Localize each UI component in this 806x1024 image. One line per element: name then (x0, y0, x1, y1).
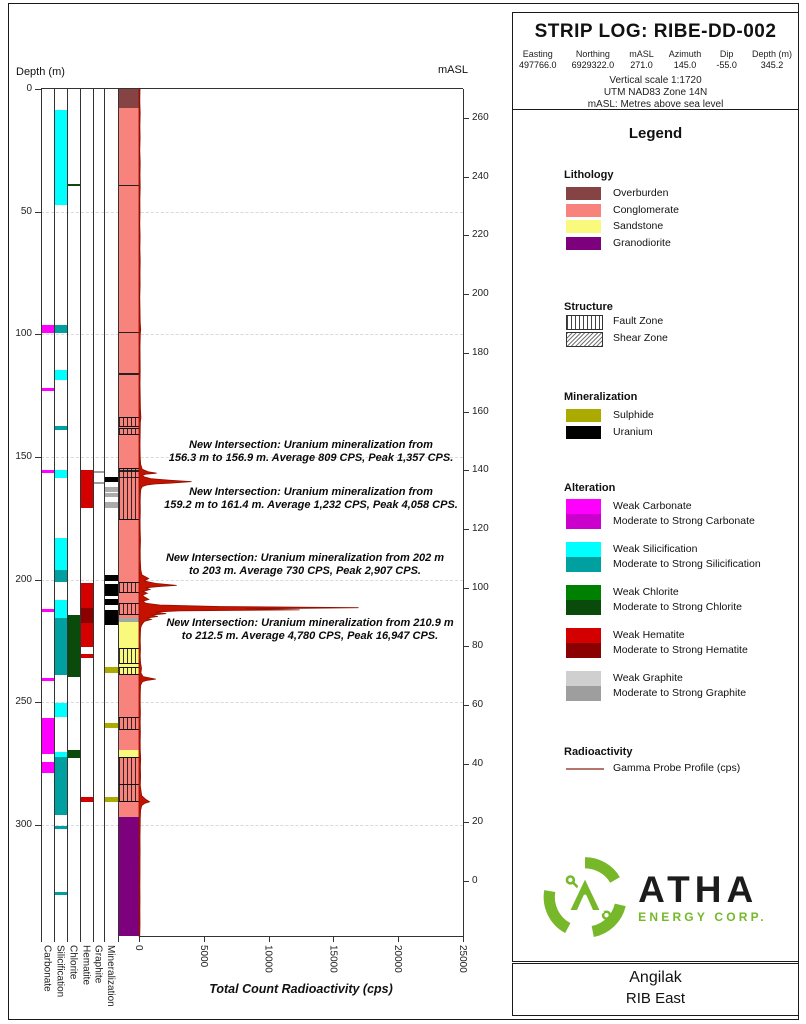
logo-subtitle: ENERGY CORP. (638, 910, 767, 924)
depth-tick-label: 50 (20, 205, 32, 217)
legend-section-radioactivity: Radioactivity (564, 746, 633, 758)
cps-tick (398, 936, 399, 942)
cps-tick-label: 10000 (262, 945, 274, 973)
field-label: Easting (522, 49, 553, 59)
hematite-interval (81, 583, 93, 608)
carbonate-interval (42, 470, 54, 473)
legend-label: Shear Zone (613, 332, 668, 344)
masl-tick-label: 180 (472, 346, 489, 358)
collar-field-azimuth (669, 49, 702, 71)
legend-swatch-fault (566, 315, 603, 330)
legend-label: Sandstone (613, 220, 664, 232)
depth-tick-label: 100 (15, 328, 32, 340)
masl-tick-label: 40 (472, 757, 484, 769)
depth-tick (35, 334, 41, 335)
legend-label-weak: Weak Chlorite (613, 586, 679, 598)
cps-tick (204, 936, 205, 942)
cps-tick-label: 15000 (327, 945, 339, 973)
masl-tick-label: 20 (472, 816, 484, 828)
column-border-5 (104, 89, 105, 942)
legend-gamma-line (566, 768, 604, 770)
weak-swatch (566, 671, 601, 686)
masl-tick (463, 705, 469, 706)
mineralization-interval (105, 610, 118, 625)
cps-tick-label: 5000 (197, 945, 209, 968)
hematite-interval (81, 654, 93, 658)
gamma-probe-profile (137, 89, 465, 936)
silicification-interval (55, 538, 67, 570)
legend-label-weak: Weak Graphite (613, 672, 683, 684)
legend-label: Granodiorite (613, 236, 671, 249)
column-label-chlorite: Chlorite (67, 945, 79, 980)
cps-tick (269, 936, 270, 942)
legend-section-lithology: Lithology (564, 169, 614, 181)
masl-tick-label: 160 (472, 405, 489, 417)
silicification-interval (55, 892, 67, 895)
depth-tick (35, 89, 41, 90)
legend-label-strong: Moderate to Strong Hematite (613, 644, 748, 656)
field-label: Azimuth (668, 49, 702, 59)
title-block (512, 12, 799, 962)
legend-title: Legend (628, 125, 683, 142)
legend-section-mineralization: Mineralization (564, 391, 638, 403)
hematite-interval (81, 470, 93, 508)
masl-tick-label: 0 (472, 875, 478, 887)
title-divider (513, 109, 798, 110)
legend-label-strong: Moderate to Strong Chlorite (613, 601, 742, 613)
field-value: 6929322.0 (571, 60, 615, 70)
legend-swatch-granodiorite (566, 237, 601, 250)
mineralization-interval (105, 487, 118, 492)
silicification-interval (55, 600, 67, 618)
depth-tick (35, 702, 41, 703)
carbonate-interval (42, 678, 54, 681)
cps-tick-label: 20000 (392, 945, 404, 973)
column-border-3 (80, 89, 81, 942)
depth-tick-label: 250 (15, 696, 32, 708)
depth-tick-label: 150 (15, 451, 32, 463)
mineralization-interval (105, 477, 118, 482)
legend-section-structure: Structure (564, 301, 613, 313)
field-label: Depth (m) (751, 49, 792, 59)
annotation-line: to 203 m. Average 730 CPS, Peak 2,907 CPS. (189, 564, 421, 577)
column-label-hematite: Hematite (80, 945, 92, 986)
field-value: -55.0 (716, 60, 737, 70)
mineralization-interval (105, 493, 118, 497)
legend-dual-swatch (566, 671, 601, 701)
silicification-interval (55, 703, 67, 717)
legend-label-strong: Moderate to Strong Graphite (613, 687, 747, 699)
mineralization-interval (105, 723, 118, 728)
field-label: Northing (575, 49, 610, 59)
legend-swatch-sandstone (566, 220, 601, 233)
masl-tick (463, 588, 469, 589)
strong-swatch (566, 686, 601, 701)
legend-dual-swatch (566, 585, 601, 615)
annotation-line: New Intersection: Uranium mineralization from 210.9 m (166, 617, 454, 629)
masl-tick (463, 646, 469, 647)
atha-logo-icon (542, 855, 628, 941)
legend-section-alteration: Alteration (564, 482, 616, 494)
column-label-mineralization: Mineralization (105, 945, 116, 1007)
collar-field-northing (572, 49, 615, 71)
legend-dual-swatch (566, 542, 601, 572)
carbonate-interval (42, 762, 54, 773)
strong-swatch (566, 600, 601, 615)
carbonate-interval (42, 325, 54, 333)
mineralization-interval (105, 667, 118, 673)
company-logo (522, 848, 787, 948)
masl-tick (463, 294, 469, 295)
masl-tick-label: 220 (472, 229, 489, 241)
mineralization-interval (105, 575, 118, 581)
masl-tick-label: 60 (472, 699, 484, 710)
masl-tick (463, 529, 469, 530)
weak-swatch (566, 585, 601, 600)
chlorite-interval (68, 750, 80, 758)
silicification-interval (55, 470, 67, 478)
masl-tick (463, 353, 469, 354)
legend-swatch-conglomerate (566, 204, 601, 217)
cps-tick (463, 936, 464, 942)
column-label-silicification: Silicification (54, 945, 66, 998)
masl-tick (463, 470, 469, 471)
hematite-interval (81, 623, 93, 647)
intersection-annotation-3 (166, 552, 444, 577)
cps-axis-line (139, 936, 463, 937)
graphite-interval (94, 471, 104, 473)
field-value: 497766.0 (519, 60, 557, 70)
collar-field-masl (629, 49, 654, 71)
carbonate-interval (42, 609, 54, 612)
logo-text (638, 869, 767, 924)
column-border-2 (67, 89, 68, 942)
legend-label-weak: Weak Silicification (613, 543, 698, 555)
masl-tick-label: 100 (472, 581, 489, 593)
legend-dual-swatch (566, 628, 601, 658)
legend-swatch-shear (566, 332, 603, 347)
field-value: 271.0 (630, 60, 653, 70)
silicification-interval (55, 570, 67, 582)
masl-tick-label: 200 (472, 288, 489, 300)
annotation-line: 156.3 m to 156.9 m. Average 809 CPS, Peak 1,357 CPS. (168, 451, 454, 464)
strong-swatch (566, 514, 601, 529)
field-label: mASL (629, 49, 654, 59)
chlorite-interval (68, 615, 80, 677)
mineralization-interval (105, 502, 118, 508)
strong-swatch (566, 643, 601, 658)
silicification-interval (55, 826, 67, 829)
cps-tick-label: 0 (133, 945, 144, 951)
depth-tick-label: 300 (15, 819, 32, 831)
legend-label-strong: Moderate to Strong Carbonate (613, 515, 755, 527)
column-label-carbonate: Carbonate (41, 945, 53, 992)
gamma-trace-path (139, 89, 359, 936)
intersection-annotation-4 (166, 617, 453, 642)
masl-tick-label: 80 (472, 640, 484, 652)
silicification-interval (55, 370, 67, 380)
silicification-interval (55, 757, 67, 815)
page-title: STRIP LOG: RIBE-DD-002 (534, 21, 777, 42)
silicification-interval (55, 325, 67, 333)
annotation-line: New Intersection: Uranium mineralization from (189, 439, 433, 451)
masl-tick (463, 764, 469, 765)
masl-tick (463, 118, 469, 119)
masl-tick (463, 881, 469, 882)
depth-tick (35, 825, 41, 826)
legend-label: Gamma Probe Profile (cps) (613, 762, 741, 774)
depth-tick (35, 580, 41, 581)
masl-tick (463, 177, 469, 178)
strong-swatch (566, 557, 601, 572)
cps-tick (139, 936, 140, 942)
column-label-graphite: Graphite (92, 945, 104, 984)
scale-note: UTM NAD83 Zone 14N (603, 87, 708, 98)
hematite-interval (81, 608, 93, 623)
hematite-interval (81, 797, 93, 802)
legend-label-weak: Weak Hematite (613, 629, 685, 641)
collar-field-depthm (752, 49, 792, 71)
cps-tick-label: 25000 (457, 945, 468, 973)
silicification-interval (55, 618, 67, 675)
project-box (512, 963, 799, 1016)
masl-tick (463, 235, 469, 236)
depth-tick-label: 200 (15, 573, 32, 585)
carbonate-interval (42, 388, 54, 391)
depth-axis-label: Depth (m) (16, 66, 65, 78)
weak-swatch (566, 628, 601, 643)
column-border-4 (93, 89, 94, 942)
scale-note: mASL: Metres above sea level (587, 99, 724, 110)
masl-tick-label: 260 (472, 112, 489, 123)
intersection-annotation-2 (164, 486, 458, 511)
legend-dual-swatch (566, 499, 601, 529)
mineralization-interval (105, 599, 118, 605)
legend-label: Conglomerate (613, 203, 679, 216)
project-area: RIB East (625, 990, 686, 1007)
graphite-interval (94, 482, 104, 484)
weak-swatch (566, 542, 601, 557)
depth-tick (35, 212, 41, 213)
carbonate-interval (42, 718, 54, 754)
project-name: Angilak (629, 969, 682, 986)
mineralization-interval (105, 797, 118, 802)
annotation-line: 159.2 m to 161.4 m. Average 1,232 CPS, Peak 4,058 CPS. (164, 498, 458, 511)
collar-field-easting (519, 49, 557, 71)
scale-note: Vertical scale 1:1720 (609, 75, 702, 86)
annotation-line: New Intersection: Uranium mineralization from 202 m (165, 552, 445, 564)
legend-label: Sulphide (613, 409, 654, 421)
silicification-interval (55, 426, 67, 429)
depth-tick-label: 0 (26, 83, 32, 94)
legend-swatch-overburden (566, 187, 601, 200)
legend-label-weak: Weak Carbonate (613, 500, 692, 512)
field-value: 145.0 (673, 60, 697, 70)
legend-label: Uranium (613, 425, 653, 438)
legend-swatch-uranium (566, 426, 601, 439)
masl-tick-label: 120 (472, 522, 489, 534)
depth-tick (35, 457, 41, 458)
column-border-0 (41, 89, 42, 942)
legend-label-strong: Moderate to Strong Silicification (613, 558, 761, 570)
scale-notes (513, 75, 798, 111)
collar-field-dip (716, 49, 737, 71)
annotation-line: to 212.5 m. Average 4,780 CPS, Peak 16,947 CPS. (181, 629, 439, 642)
mineralization-interval (105, 584, 118, 596)
legend-label: Overburden (613, 187, 669, 199)
field-value: 345.2 (760, 60, 784, 70)
masl-tick (463, 822, 469, 823)
annotation-line: New Intersection: Uranium mineralization from (189, 486, 433, 498)
masl-axis-label: mASL (438, 64, 468, 76)
legend-swatch-sulphide (566, 409, 601, 422)
masl-tick-label: 140 (472, 464, 489, 476)
chlorite-interval (68, 184, 80, 186)
intersection-annotation-1 (169, 439, 454, 464)
cps-tick (333, 936, 334, 942)
logo-brand: ATHA (638, 869, 759, 910)
silicification-interval (55, 110, 67, 205)
field-label: Dip (719, 49, 734, 59)
masl-tick (463, 412, 469, 413)
weak-swatch (566, 499, 601, 514)
cps-axis-title: Total Count Radioactivity (cps) (209, 982, 393, 996)
masl-tick-label: 240 (472, 170, 489, 182)
collar-fields (519, 49, 792, 71)
legend-label: Fault Zone (613, 315, 664, 327)
